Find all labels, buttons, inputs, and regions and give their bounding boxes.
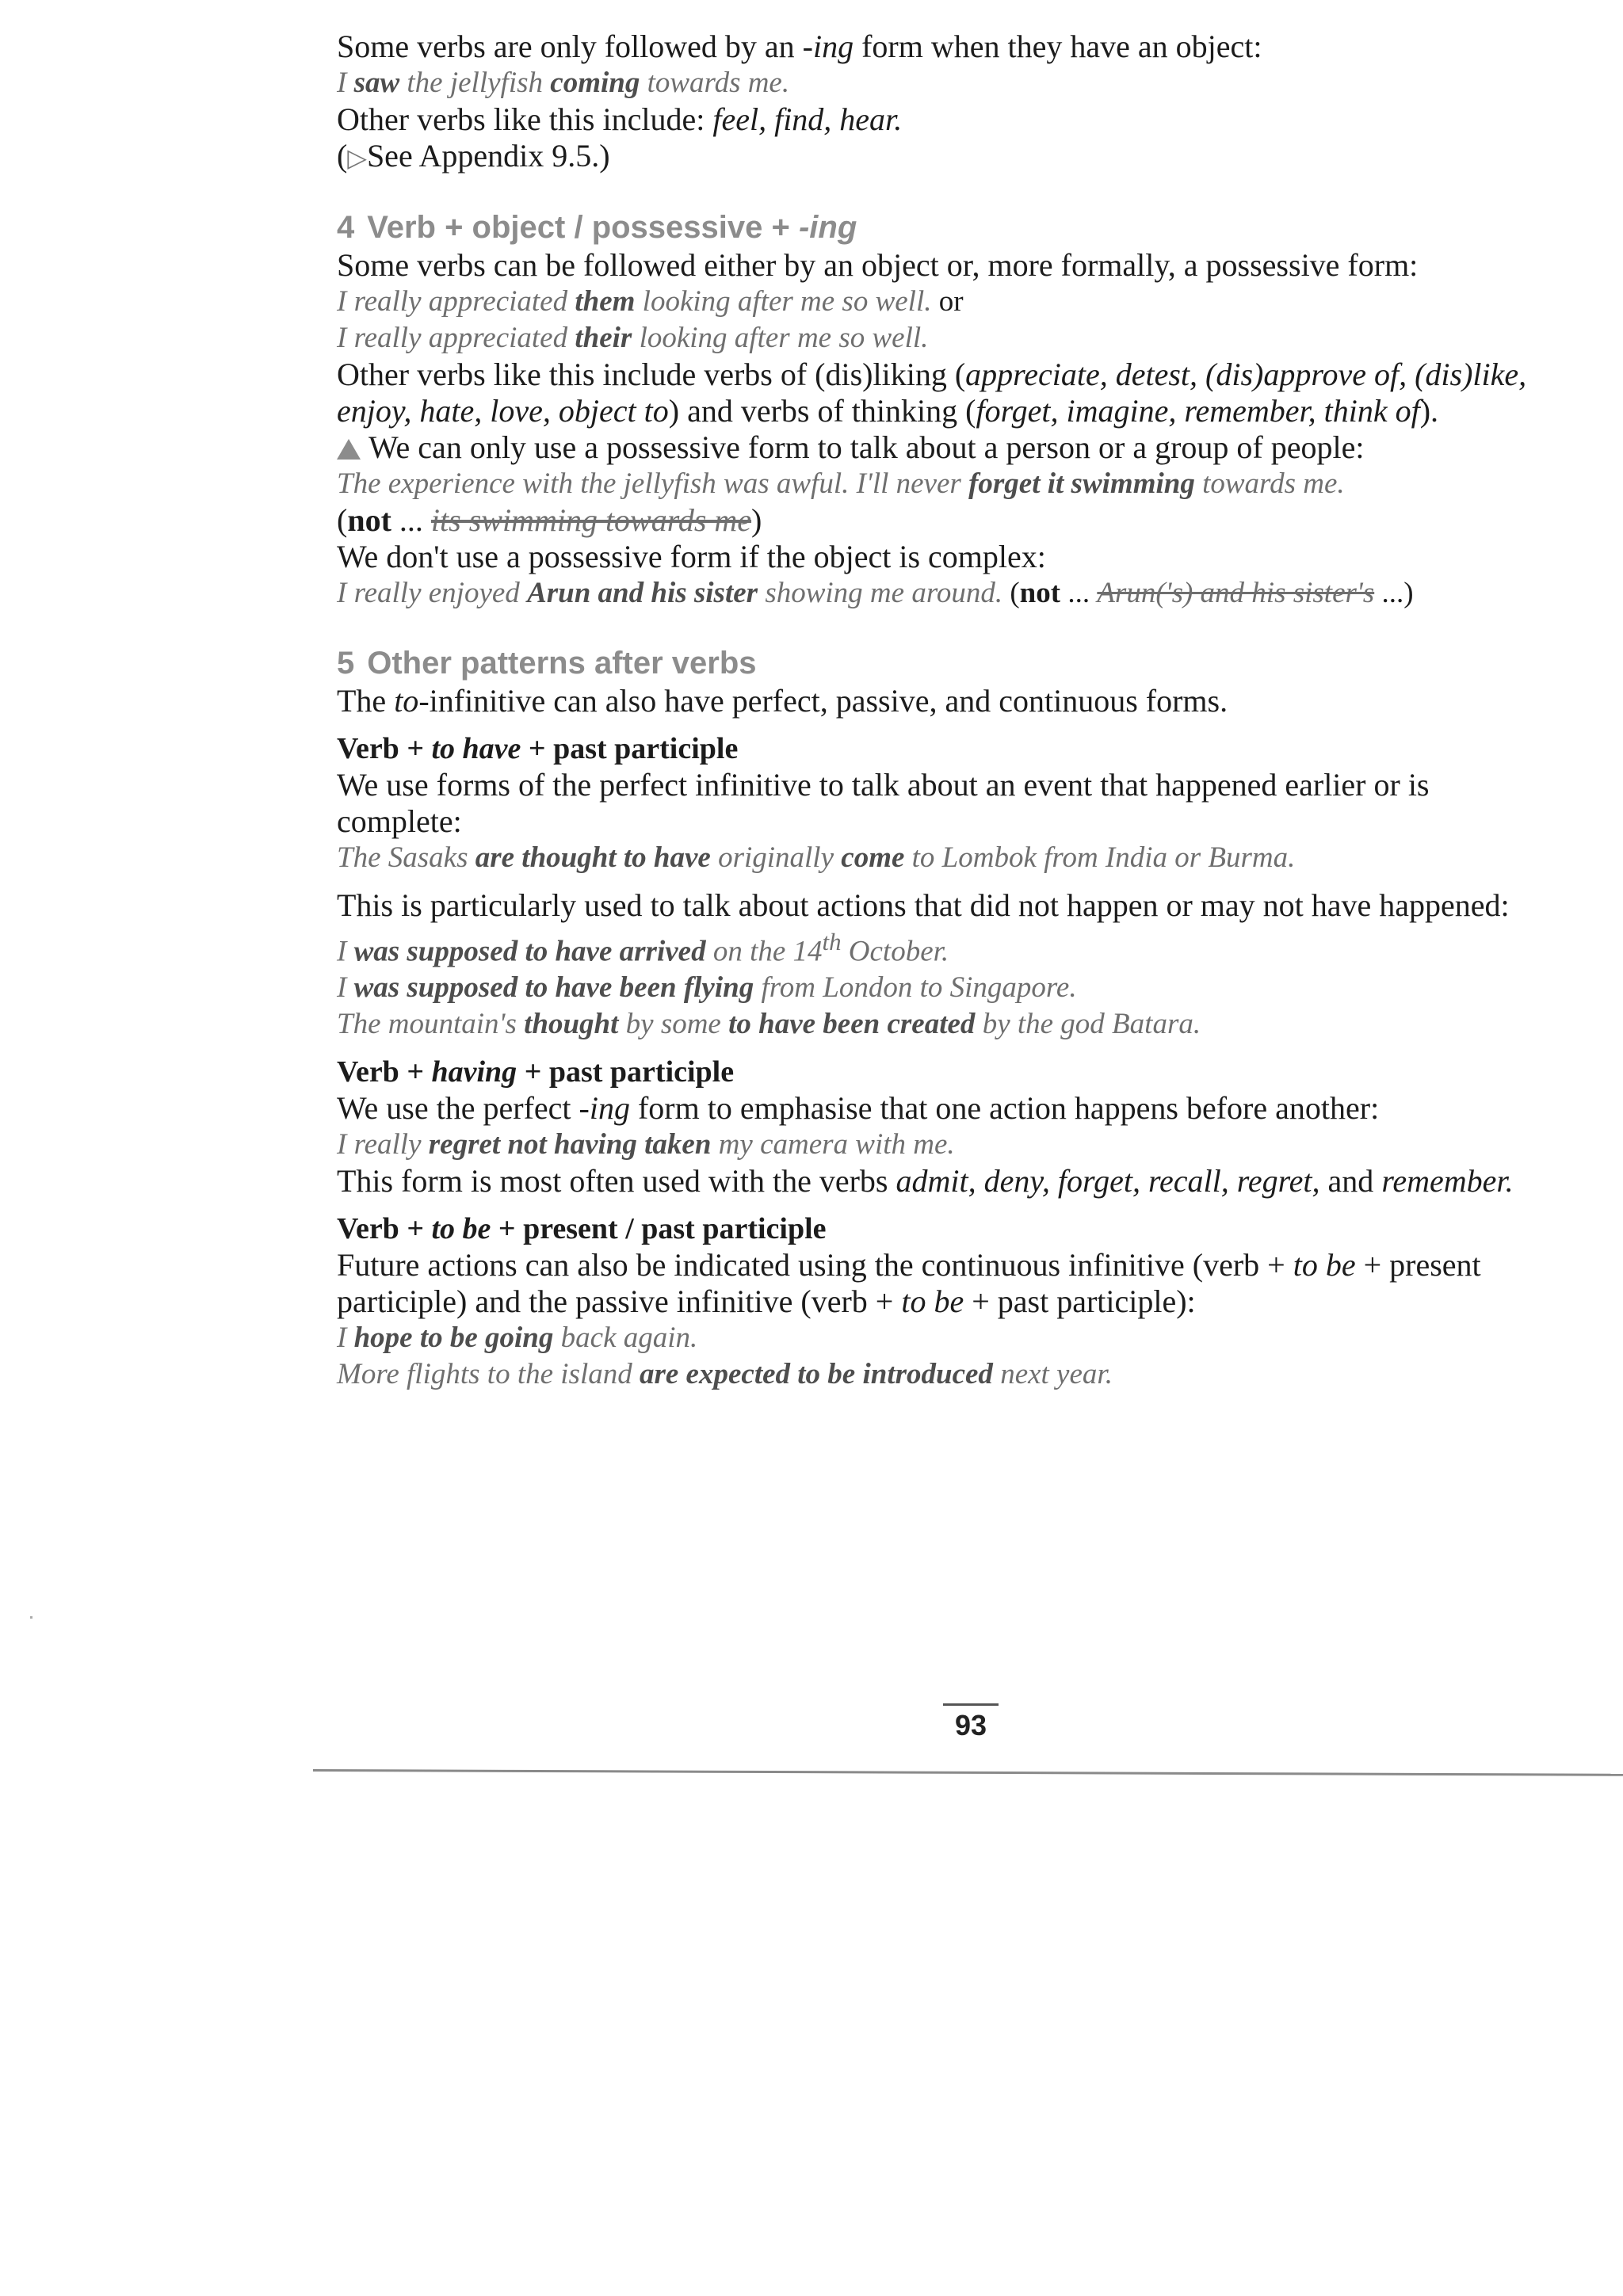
s4-complex-line: We don't use a possessive form if the object is complex: (337, 539, 1046, 574)
s4-not-example: (not ... its swimming towards me) (337, 502, 762, 538)
s5-sub2-example: I really regret not having taken my camera with me. (337, 1128, 955, 1161)
s5-sub3-example-2: More flights to the island are expected to be introduced next year. (337, 1358, 1113, 1391)
s4-warning: We can only use a possessive form to talk about a person or a group of people: (337, 429, 1597, 466)
s5-sub2-line-2: This form is most often used with the verbs admit, deny, forget, recall, regret, and remember. (337, 1163, 1514, 1199)
s5-sub3-example-1: I hope to be going back again. (337, 1322, 698, 1355)
s5-part-example-3: The mountain's thought by some to have been created by the god Batara. (337, 1008, 1201, 1041)
s4-other-verbs-2: enjoy, hate, love, object to) and verbs of thinking (forget, imagine, remember, think of). (337, 393, 1439, 429)
warning-icon (337, 439, 361, 460)
s5-part-example-2: I was supposed to have been flying from London to Singapore. (337, 971, 1077, 1005)
page-content (337, 29, 1597, 1393)
intro-see-appendix: (▷See Appendix 9.5.) (337, 138, 610, 174)
footer-rule (313, 1769, 1623, 1776)
s4-other-verbs-1: Other verbs like this include verbs of (dis)liking (appreciate, detest, (dis)approve of, (dis)like, (337, 357, 1527, 392)
s4-example-3: The experience with the jellyfish was awful. I'll never forget it swimming towards me. (337, 467, 1345, 500)
s4-example-1: I really appreciated them looking after me so well. or (337, 285, 964, 318)
s5-subheading-to-be: Verb + to be + present / past participle (337, 1212, 827, 1246)
s5-sub3-line-1: Future actions can also be indicated using the continuous infinitive (verb + to be + present (337, 1247, 1481, 1283)
s5-subheading-to-have: Verb + to have + past participle (337, 732, 739, 765)
section-4-heading: 4 Verb + object / possessive + -ing (337, 210, 857, 245)
intro-line: Some verbs are only followed by an -ing form when they have an object: (337, 29, 1262, 64)
scan-speck (30, 1616, 32, 1619)
s4-example-4: I really enjoyed Arun and his sister showing me around. (not ... Arun('s) and his sister's ...) (337, 577, 1414, 609)
s5-sub2-line-1: We use the perfect -ing form to emphasise that one action happens before another: (337, 1090, 1380, 1127)
s5-part-example-1: I was supposed to have arrived on the 14th October. (337, 929, 949, 968)
intro-other-verbs: Other verbs like this include: feel, find, hear. (337, 101, 903, 137)
s5-sub1-line-2: complete: (337, 803, 462, 839)
s5-sub3-line-2: participle) and the passive infinitive (verb + to be + past participle): (337, 1283, 1196, 1320)
s5-particularly-line: This is particularly used to talk about actions that did not happen or may not have happened: (337, 887, 1510, 923)
arrow-right-icon: ▷ (347, 143, 367, 172)
section-5-heading: 5 Other patterns after verbs (337, 646, 757, 681)
s4-line-1: Some verbs can be followed either by an object or, more formally, a possessive form: (337, 247, 1419, 283)
s5-sub1-example: The Sasaks are thought to have originally come to Lombok from India or Burma. (337, 841, 1296, 874)
s5-sub1-line-1: We use forms of the perfect infinitive to talk about an event that happened earlier or is (337, 767, 1430, 803)
page-number: 93 (943, 1703, 999, 1742)
intro-example: I saw the jellyfish coming towards me. (337, 67, 790, 99)
s5-subheading-having: Verb + having + past participle (337, 1055, 735, 1089)
s4-example-2: I really appreciated their looking after me so well. (337, 322, 929, 354)
s5-line-1: The to-infinitive can also have perfect, passive, and continuous forms. (337, 683, 1228, 719)
